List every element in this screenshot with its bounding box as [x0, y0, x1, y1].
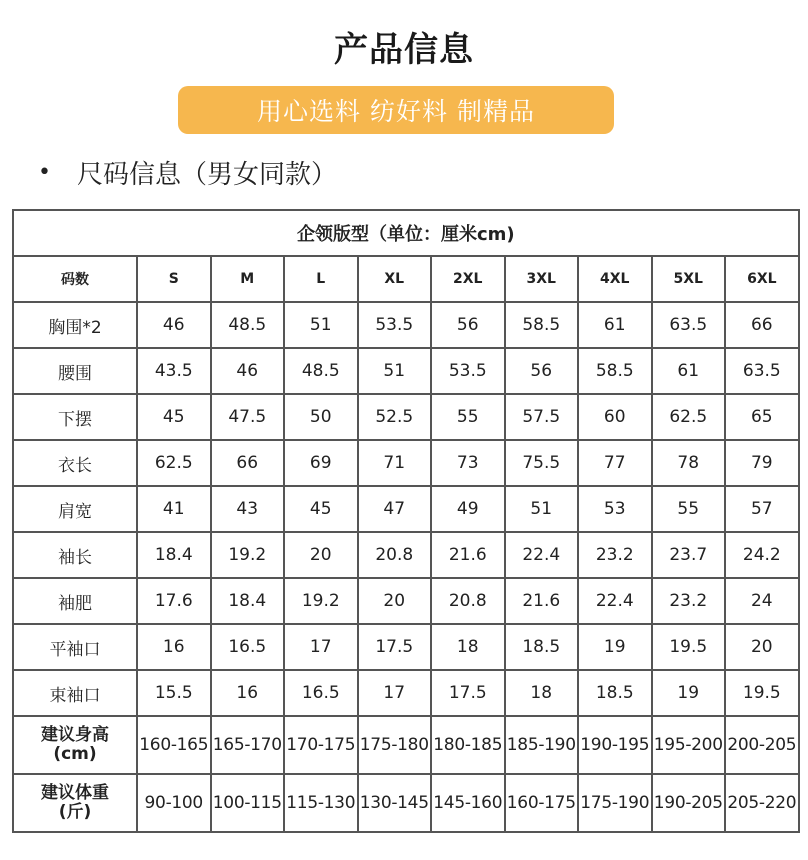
measurement-cell: 18.4 [137, 532, 211, 578]
measurement-cell: 55 [652, 486, 726, 532]
measurement-cell: 18.5 [505, 624, 579, 670]
measurement-cell: 63.5 [725, 348, 799, 394]
measurement-cell: 41 [137, 486, 211, 532]
measurement-cell: 16 [211, 670, 285, 716]
recommend-row-label [13, 716, 137, 774]
range-cell: 170-175 [284, 716, 358, 774]
size-header-cell: 5XL [652, 256, 726, 302]
size-header-cell: 6XL [725, 256, 799, 302]
measurement-cell: 58.5 [578, 348, 652, 394]
measurement-cell: 69 [284, 440, 358, 486]
size-chart-table [12, 209, 800, 833]
recommend-label-unit: (斤) [58, 802, 92, 822]
table-row [13, 440, 799, 486]
measurement-cell: 48.5 [211, 302, 285, 348]
measurement-cell: 17.5 [431, 670, 505, 716]
row-label: 袖肥 [13, 578, 137, 624]
measurement-cell: 56 [431, 302, 505, 348]
measurement-cell: 62.5 [137, 440, 211, 486]
table-row [13, 578, 799, 624]
bullet-icon: • [38, 160, 51, 185]
range-cell: 180-185 [431, 716, 505, 774]
measurement-cell: 18.4 [211, 578, 285, 624]
measurement-cell: 66 [211, 440, 285, 486]
measurement-cell: 57 [725, 486, 799, 532]
measurement-cell: 56 [505, 348, 579, 394]
page-title: 产品信息 [334, 30, 474, 70]
range-cell: 165-170 [211, 716, 285, 774]
measurement-cell: 16 [137, 624, 211, 670]
measurement-cell: 17 [358, 670, 432, 716]
row-label: 袖长 [13, 532, 137, 578]
measurement-cell: 17.6 [137, 578, 211, 624]
table-row [13, 302, 799, 348]
measurement-cell: 43.5 [137, 348, 211, 394]
range-cell: 185-190 [505, 716, 579, 774]
measurement-cell: 66 [725, 302, 799, 348]
size-info-heading-text: 尺码信息（男女同款） [76, 160, 337, 190]
measurement-cell: 51 [505, 486, 579, 532]
row-label: 肩宽 [13, 486, 137, 532]
measurement-cell: 19.5 [725, 670, 799, 716]
measurement-cell: 51 [284, 302, 358, 348]
range-cell: 190-205 [652, 774, 726, 832]
measurement-cell: 53.5 [431, 348, 505, 394]
measurement-cell: 65 [725, 394, 799, 440]
recommend-row [13, 716, 799, 774]
measurement-cell: 19.2 [284, 578, 358, 624]
measurement-cell: 60 [578, 394, 652, 440]
measurement-cell: 50 [284, 394, 358, 440]
measurement-cell: 45 [284, 486, 358, 532]
table-row [13, 532, 799, 578]
table-row [13, 394, 799, 440]
size-header-cell: 4XL [578, 256, 652, 302]
size-header-cell: 2XL [431, 256, 505, 302]
measurement-cell: 45 [137, 394, 211, 440]
measurement-cell: 46 [137, 302, 211, 348]
row-label: 腰围 [13, 348, 137, 394]
measurement-cell: 23.7 [652, 532, 726, 578]
range-cell: 175-180 [358, 716, 432, 774]
measurement-cell: 71 [358, 440, 432, 486]
measurement-cell: 18 [505, 670, 579, 716]
row-label: 下摆 [13, 394, 137, 440]
size-header-cell: XL [358, 256, 432, 302]
range-cell: 190-195 [578, 716, 652, 774]
recommend-label-line: 建议体重 [41, 783, 109, 803]
recommend-label-unit: (cm) [53, 744, 97, 764]
measurement-cell: 17 [284, 624, 358, 670]
measurement-cell: 23.2 [652, 578, 726, 624]
measurement-cell: 77 [578, 440, 652, 486]
table-header-row [13, 256, 799, 302]
range-cell: 175-190 [578, 774, 652, 832]
measurement-cell: 23.2 [578, 532, 652, 578]
table-row [13, 486, 799, 532]
slogan-text: 用心选料 纺好料 制精品 [257, 97, 535, 126]
row-label: 胸围*2 [13, 302, 137, 348]
measurement-cell: 20 [725, 624, 799, 670]
measurement-cell: 16.5 [211, 624, 285, 670]
measurement-cell: 63.5 [652, 302, 726, 348]
table-row [13, 348, 799, 394]
slogan-banner [178, 86, 614, 134]
measurement-cell: 17.5 [358, 624, 432, 670]
measurement-cell: 48.5 [284, 348, 358, 394]
measurement-cell: 20 [284, 532, 358, 578]
measurement-cell: 53.5 [358, 302, 432, 348]
table-row [13, 670, 799, 716]
measurement-cell: 57.5 [505, 394, 579, 440]
measurement-cell: 78 [652, 440, 726, 486]
size-header-cell: L [284, 256, 358, 302]
measurement-cell: 22.4 [505, 532, 579, 578]
row-label: 平袖口 [13, 624, 137, 670]
measurement-cell: 24 [725, 578, 799, 624]
measurement-cell: 22.4 [578, 578, 652, 624]
measurement-cell: 79 [725, 440, 799, 486]
size-header-cell: S [137, 256, 211, 302]
measurement-cell: 47.5 [211, 394, 285, 440]
range-cell: 160-165 [137, 716, 211, 774]
range-cell: 90-100 [137, 774, 211, 832]
measurement-cell: 73 [431, 440, 505, 486]
measurement-cell: 61 [652, 348, 726, 394]
recommend-label-line: 建议身高 [41, 725, 109, 745]
size-header-cell: M [211, 256, 285, 302]
measurement-cell: 20.8 [358, 532, 432, 578]
range-cell: 160-175 [505, 774, 579, 832]
row-label: 束袖口 [13, 670, 137, 716]
size-info-heading [38, 154, 337, 191]
measurement-cell: 16.5 [284, 670, 358, 716]
size-header-label: 码数 [13, 256, 137, 302]
range-cell: 130-145 [358, 774, 432, 832]
measurement-cell: 19.2 [211, 532, 285, 578]
measurement-cell: 51 [358, 348, 432, 394]
table-caption-row [13, 210, 799, 256]
measurement-cell: 18 [431, 624, 505, 670]
measurement-cell: 46 [211, 348, 285, 394]
measurement-cell: 53 [578, 486, 652, 532]
measurement-cell: 58.5 [505, 302, 579, 348]
range-cell: 115-130 [284, 774, 358, 832]
recommend-row [13, 774, 799, 832]
measurement-cell: 21.6 [431, 532, 505, 578]
measurement-cell: 15.5 [137, 670, 211, 716]
size-header-cell: 3XL [505, 256, 579, 302]
recommend-row-label [13, 774, 137, 832]
measurement-cell: 19 [578, 624, 652, 670]
range-cell: 145-160 [431, 774, 505, 832]
table-row [13, 624, 799, 670]
range-cell: 195-200 [652, 716, 726, 774]
measurement-cell: 49 [431, 486, 505, 532]
measurement-cell: 19.5 [652, 624, 726, 670]
measurement-cell: 47 [358, 486, 432, 532]
range-cell: 205-220 [725, 774, 799, 832]
measurement-cell: 62.5 [652, 394, 726, 440]
measurement-cell: 20 [358, 578, 432, 624]
measurement-cell: 18.5 [578, 670, 652, 716]
measurement-cell: 61 [578, 302, 652, 348]
measurement-cell: 24.2 [725, 532, 799, 578]
row-label: 衣长 [13, 440, 137, 486]
measurement-cell: 20.8 [431, 578, 505, 624]
range-cell: 100-115 [211, 774, 285, 832]
measurement-cell: 75.5 [505, 440, 579, 486]
measurement-cell: 19 [652, 670, 726, 716]
measurement-cell: 21.6 [505, 578, 579, 624]
measurement-cell: 55 [431, 394, 505, 440]
table-caption: 企领版型（单位：厘米cm) [13, 210, 799, 256]
range-cell: 200-205 [725, 716, 799, 774]
measurement-cell: 43 [211, 486, 285, 532]
measurement-cell: 52.5 [358, 394, 432, 440]
